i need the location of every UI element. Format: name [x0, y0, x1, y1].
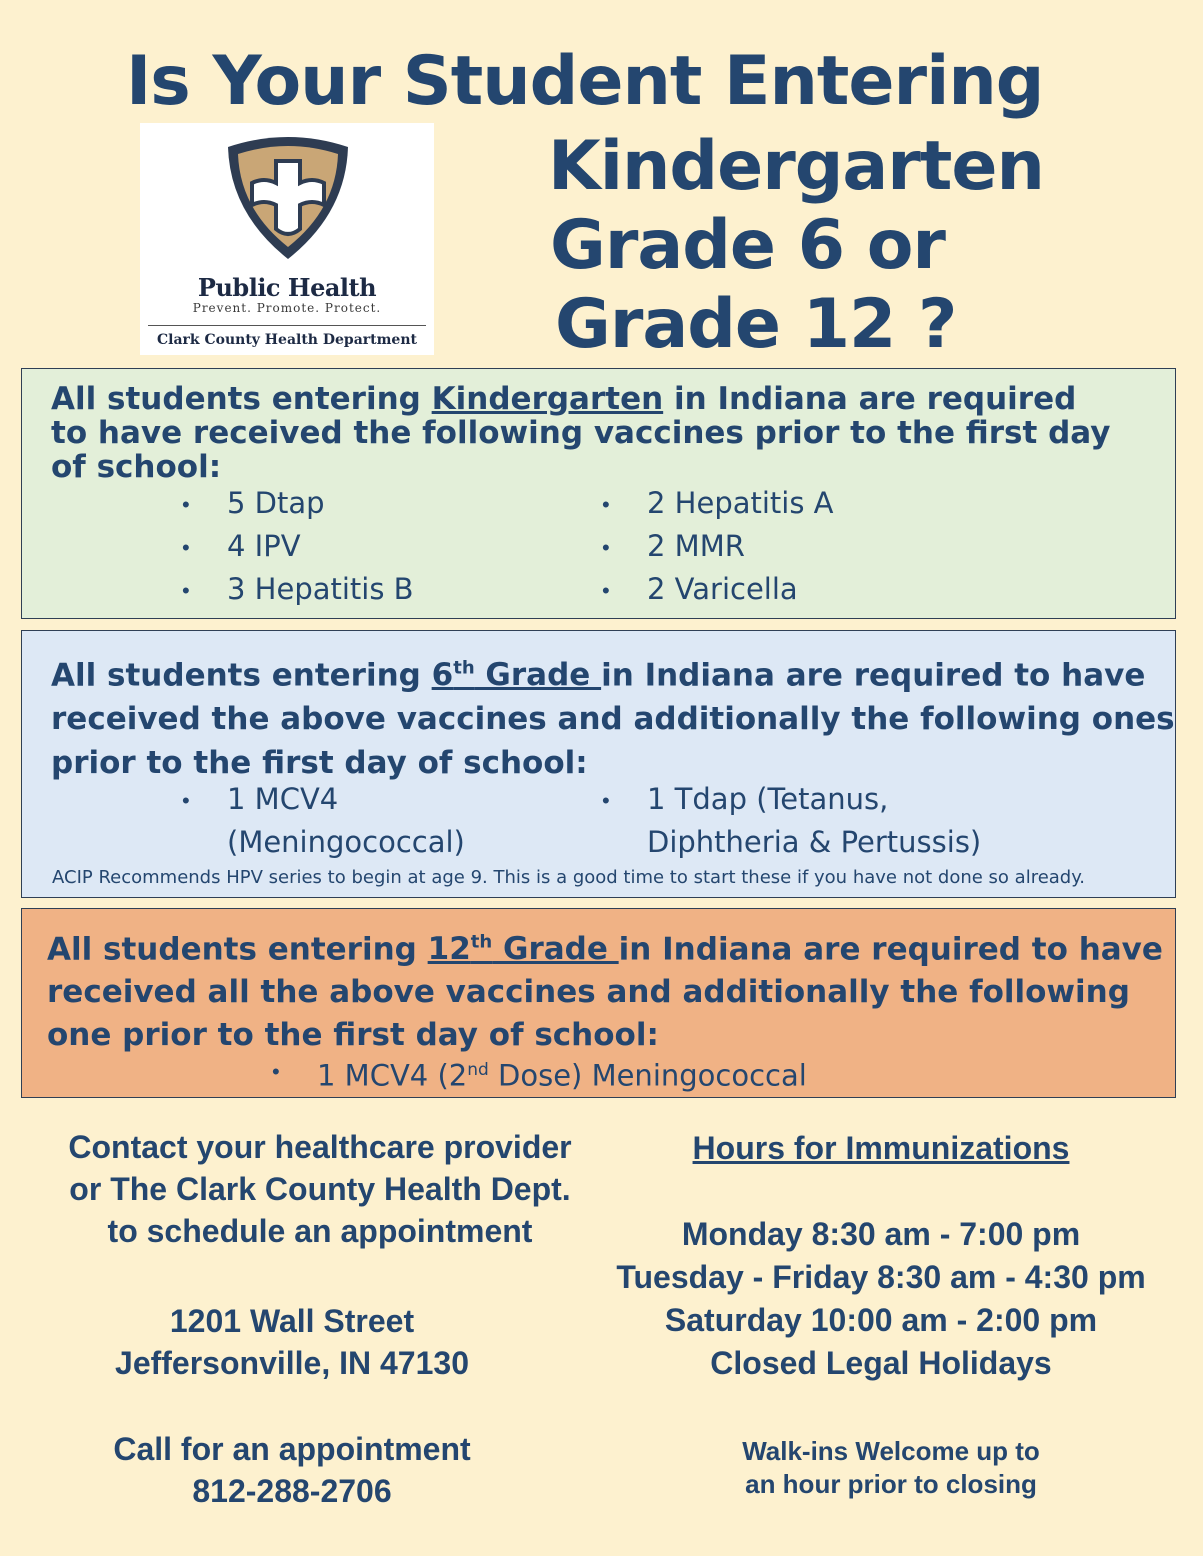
bullet: •	[602, 535, 610, 560]
vaccine-text: 1 MCV4 (2	[317, 1058, 468, 1093]
grade-number: 6	[431, 657, 454, 694]
call-text: Call for an appointment	[113, 1431, 471, 1467]
lead-grade	[432, 657, 601, 693]
grade-suffix: th	[453, 658, 475, 679]
bullet: •	[182, 492, 190, 517]
vaccine-item: 2 MMR	[647, 529, 745, 563]
contact-text: or The Clark County Health Dept.	[69, 1171, 571, 1207]
walkin-text: Walk-ins Welcome up to	[742, 1436, 1040, 1466]
address-street: 1201 Wall Street	[169, 1303, 415, 1339]
walkin-note	[591, 1435, 1191, 1501]
public-health-logo	[140, 123, 434, 355]
vaccine-line: 1 Tdap (Tetanus,	[647, 782, 889, 816]
lead-grade	[428, 931, 619, 967]
logo-name: Public Health	[197, 273, 377, 302]
lead-text: All students entering	[51, 657, 432, 694]
hours-heading-text: Hours for Immunizations	[692, 1130, 1070, 1166]
title-line-3: Grade 6 or	[550, 206, 945, 285]
grade12-section	[21, 908, 1176, 1098]
grade-number: 12	[427, 931, 471, 968]
lead-text: received the above vaccines and additionally the following ones	[51, 701, 1175, 738]
contact-block	[20, 1126, 620, 1252]
call-block	[0, 1428, 592, 1512]
lead-text: in Indiana are required to have	[601, 657, 1146, 694]
vaccine-item: 2 Varicella	[647, 572, 798, 606]
hpv-note: ACIP Recommends HPV series to begin at age 9. This is a good time to start these if you have not done so already.	[52, 867, 1086, 888]
hours-line: Tuesday - Friday 8:30 am - 4:30 pm	[616, 1259, 1146, 1295]
hours-line: Closed Legal Holidays	[710, 1345, 1052, 1381]
lead-text: in Indiana are required to have	[618, 931, 1163, 968]
lead-grade: Kindergarten	[431, 381, 664, 417]
logo-tagline: Prevent. Promote. Protect.	[192, 301, 382, 315]
lead-text: one prior to the first day of school:	[47, 1017, 659, 1054]
bullet: •	[602, 578, 610, 603]
vaccine-line: Diphtheria & Pertussis)	[647, 825, 982, 859]
title-line-2: Kindergarten	[548, 127, 1044, 206]
grade12-lead	[47, 921, 1163, 1057]
bullet: •	[182, 535, 190, 560]
vaccine-text: Dose) Meningococcal	[488, 1058, 807, 1093]
kindergarten-lead	[51, 382, 1110, 484]
vaccine-item: 4 IPV	[227, 529, 301, 563]
contact-text: to schedule an appointment	[107, 1213, 533, 1249]
grade-word: Grade	[492, 931, 619, 968]
logo-divider	[148, 325, 426, 326]
bullet: •	[602, 492, 610, 517]
bullet: •	[182, 578, 190, 603]
bullet: •	[602, 788, 610, 813]
phone-number[interactable]: 812-288-2706	[192, 1473, 392, 1509]
logo-department: Clark County Health Department	[157, 332, 417, 348]
title-line-1: Is Your Student Entering	[126, 42, 1044, 121]
vaccine-line: 1 MCV4	[227, 782, 339, 816]
lead-text: All students entering	[47, 931, 428, 968]
vaccine-item: 5 Dtap	[227, 486, 325, 520]
bullet: •	[272, 1059, 280, 1084]
vaccine-item	[317, 1049, 807, 1098]
hours-line: Saturday 10:00 am - 2:00 pm	[664, 1302, 1098, 1338]
grade6-section	[21, 630, 1176, 898]
lead-text: of school:	[51, 449, 222, 485]
lead-text: in Indiana are required	[663, 381, 1077, 417]
vaccine-item	[227, 778, 465, 864]
vaccine-item	[647, 778, 981, 864]
bullet: •	[182, 788, 190, 813]
title-line-4: Grade 12 ?	[555, 285, 957, 364]
dose-suffix: nd	[467, 1060, 489, 1080]
grade6-lead	[51, 647, 1175, 785]
vaccine-line: (Meningococcal)	[227, 825, 465, 859]
kindergarten-section	[21, 368, 1176, 619]
address-block	[0, 1300, 592, 1384]
vaccine-item: 2 Hepatitis A	[647, 486, 834, 520]
walkin-text: an hour prior to closing	[745, 1469, 1037, 1499]
hours-line: Monday 8:30 am - 7:00 pm	[681, 1216, 1081, 1252]
lead-text: prior to the first day of school:	[51, 745, 588, 782]
hours-heading	[581, 1127, 1181, 1169]
grade-suffix: th	[470, 932, 493, 953]
shield-icon	[224, 133, 352, 263]
lead-text: All students entering	[51, 381, 432, 417]
contact-text: Contact your healthcare provider	[68, 1129, 572, 1165]
grade-word: Grade	[474, 657, 602, 694]
address-city: Jeffersonville, IN 47130	[115, 1345, 469, 1381]
vaccine-item: 3 Hepatitis B	[227, 572, 414, 606]
lead-text: to have received the following vaccines prior to the first day	[51, 415, 1111, 451]
hours-list	[581, 1213, 1181, 1385]
lead-text: received all the above vaccines and additionally the following	[47, 974, 1130, 1011]
